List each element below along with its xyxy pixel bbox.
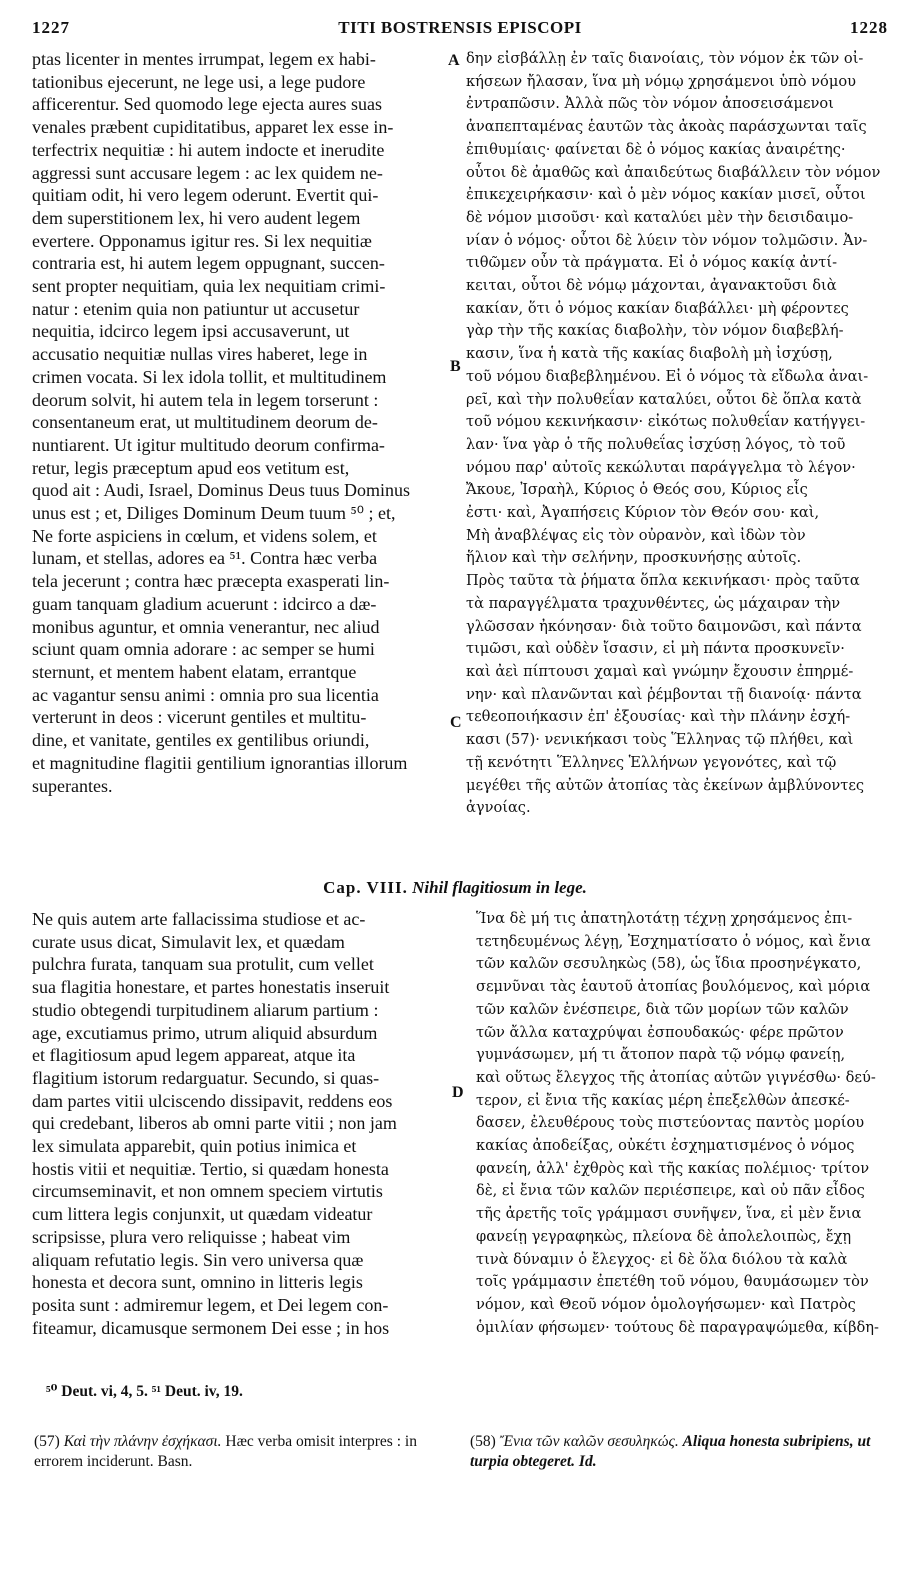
left-page-number: 1227 xyxy=(32,18,70,37)
greek-text-line: γυμνάσωμεν, μή τι ἄτοπον παρὰ τῷ νόμῳ φανείῃ, xyxy=(476,1046,846,1064)
latin-text-line: afficerentur. Sed quomodo lege ejecta aures suas xyxy=(32,94,383,115)
greek-text-line: νίαν ὁ νόμος· οὗτοι δὲ λύειν τὸν νόμον τολμῶσιν. Ἀν- xyxy=(466,231,868,249)
margin-letter-c: C xyxy=(450,714,462,731)
greek-text-line: Ἵνα δὲ μή τις ἀπατηλοτάτῃ τέχνῃ χρησάμενος ἐπι- xyxy=(476,910,853,927)
greek-text-line: κειται, οὗτοι δὲ νόμῳ μάχονται, ἀγανακτοῦσι διὰ xyxy=(466,277,837,295)
greek-text-line: μεγέθει τῆς αὐτῶν ἀτοπίας τὰς ἐκείνων ἀμβλύνοντες xyxy=(466,776,865,794)
footnote-57-label: (57) xyxy=(34,1433,60,1450)
latin-text-line: sua flagitia honestare, et partes honestatis inseruit xyxy=(32,977,390,998)
footnote-57-text: Hæc verba omisit interpres : in errorem inciderunt. Basn. xyxy=(34,1433,417,1470)
greek-text-line: νόμου παρ' αὐτοῖς κεκώλυται παράγγελμα τὸ λέγον· xyxy=(466,458,856,476)
greek-text-line: τὰ παραγγέλματα τραχυνθέντες, ὡς μάχαιραν τὴν xyxy=(466,594,841,612)
latin-text-line: dem superstitionem lex, hi vero audent legem xyxy=(32,207,361,228)
greek-text-line: τιθῶμεν οὖν τὰ πράγματα. Εἰ ὁ νόμος κακίᾳ ἀντί- xyxy=(466,254,838,272)
greek-text-line: κήσεων ἤλασαν, ἵνα μὴ νόμῳ χρησάμενοι ὑπὸ νόμου xyxy=(466,72,856,90)
greek-text-line: τινὰ δύναμιν ὁ ἔλεγχος· εἰ δὲ ὅλα διόλου τὰ καλὰ xyxy=(476,1250,848,1268)
latin-text-line: hostis vitii et nequitiæ. Tertio, si quædam honesta xyxy=(32,1158,389,1179)
greek-text-line: δὲ, εἰ ἔνια τῶν καλῶν περιέσπειρε, καὶ οὐ πᾶν εἶδος xyxy=(476,1182,865,1200)
greek-text-line: τιμῶσι, καὶ οὐδὲν ἴσασιν, εἰ μὴ πάντα προσκυνεῖν· xyxy=(466,640,845,658)
right-page-number: 1228 xyxy=(850,18,888,37)
latin-text-line: tationibus ejecerunt, ne lege usi, a lege pudore xyxy=(32,71,366,92)
greek-text-line: δασεν, ἐλευθέρους τοὺς πιστεύοντας παντὸς μορίου xyxy=(476,1114,865,1132)
latin-text-line: honesta et decora sunt, omnino in litteris legis xyxy=(32,1272,363,1293)
latin-text-line: contraria est, hi autem legem oppugnant, succen- xyxy=(32,253,385,274)
greek-text-line: τῶν ἄλλα καταχρύψαι ἐσπουδακώς· φέρε πρῶτον xyxy=(476,1023,844,1041)
chapter-number: Cap. VIII. xyxy=(323,878,408,897)
greek-text-line: λαν· ἵνα γὰρ ὁ τῆς πολυθεΐας ἰσχύσῃ λόγος, τὸ τοῦ xyxy=(466,435,846,453)
greek-text-line: ρεῖ, καὶ τὴν πολυθεΐαν καταλύει, οὗτοι δὲ ὅπλα κατὰ xyxy=(466,390,862,408)
greek-text-line: τῆς ἀρετῆς τοῖς γράμμασι συνῆψεν, ἵνα, εἰ μὲν ἔνια xyxy=(476,1205,862,1223)
footnote-58-label: (58) xyxy=(470,1433,496,1450)
chapter-heading xyxy=(0,878,910,898)
greek-text-line: Πρὸς ταῦτα τὰ ῥήματα ὅπλα κεκινήκασι· πρὸς ταῦτα xyxy=(466,572,860,590)
greek-text-line: τῶν καλῶν σεσυληκὼς (58), ὡς ἴδια προσηνέγκατο, xyxy=(476,955,862,973)
latin-text-line: evertere. Opponamus igitur res. Si lex nequitiæ xyxy=(32,230,372,251)
latin-text-line: ac vagantur sensu animi : omnia pro sua licentia xyxy=(32,684,379,705)
greek-text-line: ἐπιθυμίαις· φαίνεται δὲ ὁ νόμος κακίας ἀναιρέτης· xyxy=(466,140,846,158)
greek-text-line: ἥλιον καὶ τὴν σελήνην, προσκυνήσῃς αὐτοῖς. xyxy=(466,549,802,567)
greek-text-line: τεθεοποιήκασιν ἐπ' ἐξουσίας· καὶ τὴν πλάνην ἐσχή- xyxy=(466,708,851,726)
greek-text-line: τῶν καλῶν ἐνέσπειρε, διὰ τῶν μορίων τῶν καλῶν xyxy=(476,1000,849,1018)
latin-text-line: et flagitiosum apud legem appareat, atque ita xyxy=(32,1045,356,1066)
latin-text-line: terfectrix nequitiæ : hi autem indocte et inerudite xyxy=(32,139,385,160)
latin-text-line: retur, legis præceptum apud eos vetitum est, xyxy=(32,457,350,478)
latin-text-line: superantes. xyxy=(32,775,113,796)
greek-text-line: γὰρ τὴν τῆς κακίας διαβολὴν, τὸν νόμον διαβεβλή- xyxy=(466,322,844,340)
latin-column-top xyxy=(32,48,442,797)
greek-text-line: δὲ νόμον μισοῦσι· καὶ καταλύει μὲν τὴν δεισιδαιμο- xyxy=(466,208,854,226)
latin-text-line: nuntiarent. Ut igitur multitudo deorum confirma- xyxy=(32,434,385,455)
latin-text-line: lunam, et stellas, adores ea ⁵¹. Contra hæc verba xyxy=(32,548,378,569)
greek-column-top xyxy=(466,48,898,820)
latin-text-line: pulchra furata, tanquam sua protulit, cum vellet xyxy=(32,954,374,975)
margin-letter-b: B xyxy=(450,358,461,375)
greek-text-line: ἐπικεχειρήκασιν· καὶ ὁ μὲν νόμος κακίαν μισεῖ, οὗτοι xyxy=(466,186,866,204)
latin-text-line: et magnitudine flagitii gentilium ignorantias illorum xyxy=(32,752,408,773)
greek-text-line: σεμνῦναι τὰς ἑαυτοῦ ἀτοπίας βουλόμενος, καὶ μόρια xyxy=(476,978,871,996)
footnote-57 xyxy=(34,1432,444,1472)
latin-text-line: verterunt in deos : vicerunt gentiles et multitu- xyxy=(32,707,367,728)
latin-text-line: consentaneum erat, ut multitudinem deorum de- xyxy=(32,412,378,433)
greek-text-line: ἀγνοίας. xyxy=(466,799,531,817)
latin-text-line: sciunt quam omnia adorare : ac semper se humi xyxy=(32,639,375,660)
greek-column-bottom xyxy=(476,908,898,1339)
latin-text-line: dam partes vitii ulciscendo dissipavit, reddens eos xyxy=(32,1090,393,1111)
latin-text-line: posita sunt : admiremur legem, et Dei legem con- xyxy=(32,1294,389,1315)
greek-text-line: τερον, εἰ ἔνια τῆς κακίας μέρη ἐπεξελθὼν ἀπεσκέ- xyxy=(476,1091,850,1109)
latin-text-line: nequitia, idcirco legem ipsi accusaverunt, ut xyxy=(32,321,350,342)
greek-text-line: τοῖς γράμμασιν ἐπετέθη τοῦ νόμου, θαυμάσωμεν τὸν xyxy=(476,1273,869,1291)
latin-text-line: sent propter nequitiam, quia lex nequitiam crimi- xyxy=(32,276,386,297)
latin-text-line: aliquam refutatio legis. Sin vero universa quæ xyxy=(32,1249,364,1270)
latin-text-line: scripsisse, plura vero reliquisse ; habeat vim xyxy=(32,1226,351,1247)
greek-text-line: Μὴ ἀναβλέψας εἰς τὸν οὐρανὸν, καὶ ἰδὼν τὸν xyxy=(466,526,806,544)
margin-letter-d: D xyxy=(452,1084,464,1101)
greek-text-line: τοῦ νόμου κεκινήκασιν· εἰκότως πολυθεΐαν κατήγγει- xyxy=(466,413,866,431)
latin-text-line: guam tanquam gladium acuerunt : idcirco a dæ- xyxy=(32,593,377,614)
latin-text-line: age, excutiamus primo, utrum aliquid absurdum xyxy=(32,1022,378,1043)
latin-text-line: dine, et vanitate, gentiles ex gentilibus oriundi, xyxy=(32,730,370,751)
latin-text-line: crimen vocata. Si lex idola tollit, et multitudinem xyxy=(32,366,387,387)
latin-text-line: Ne quis autem arte fallacissima studiose et ac- xyxy=(32,909,366,929)
latin-text-line: aggressi sunt accusare legem : ac lex quidem ne- xyxy=(32,162,383,183)
footnote-58-greek: Ἔνια τῶν καλῶν σεσυληκώς. xyxy=(499,1433,679,1450)
latin-text-line: curate usus dicat, Simulavit lex, et quædam xyxy=(32,931,345,952)
latin-text-line: lex simulata apparebit, quin potius inimica et xyxy=(32,1136,357,1157)
latin-text-line: tela jecerunt ; contra hæc præcepta exasperati lin- xyxy=(32,571,390,592)
latin-text-line: cum littera legis conjunxit, ut quædam videatur xyxy=(32,1204,373,1225)
latin-text-line: deorum solvit, hi autem tela in legem torserunt : xyxy=(32,389,379,410)
latin-text-line: qui credebant, liberos ab omni parte vitii ; non jam xyxy=(32,1113,397,1134)
greek-text-line: νόμον, καὶ Θεοῦ νόμον ὁμολογήσωμεν· καὶ Πατρὸς xyxy=(476,1295,856,1313)
greek-text-line: τοῦ νόμου διαβεβλημένου. Εἰ ὁ νόμος τὰ εἴδωλα ἀναι- xyxy=(466,367,869,385)
footnote-58-text: Aliqua honesta subripiens, ut turpia obtegeret. Id. xyxy=(470,1433,871,1470)
latin-text-line: studio obtegendi turpitudinem aliarum partium : xyxy=(32,999,379,1020)
greek-text-line: φανείῃ γεγραφηκὼς, πλείονα δὲ ἀπολελοιπὼς, ἔχῃ xyxy=(476,1227,852,1245)
greek-text-line: τετηδευμένως λέγῃ, Ἐσχηματίσατο ὁ νόμος, καὶ ἔνια xyxy=(476,932,871,950)
latin-text-line: quod ait : Audi, Israel, Dominus Deus tuus Dominus xyxy=(32,480,410,501)
latin-text-line: fiteamur, dicamusque sermonem Dei esse ; in hos xyxy=(32,1317,390,1338)
greek-text-line: φανείη, ἀλλ' ἐχθρὸς καὶ τῆς κακίας πολέμιος· τρίτον xyxy=(476,1159,870,1177)
greek-text-line: τῇ κενότητι Ἕλληνες Ἑλλήνων γεγονότες, καὶ τῷ xyxy=(466,753,837,771)
greek-text-line: δην εἰσβάλλῃ ἐν ταῖς διανοίαις, τὸν νόμον ἐκ τῶν οἰ- xyxy=(466,50,864,67)
latin-text-line: monibus aguntur, et omnia venerantur, nec aliud xyxy=(32,616,380,637)
latin-column-bottom xyxy=(32,908,452,1339)
greek-text-line: κασιν, ἵνα ἡ κατὰ τῆς κακίας διαβολὴ μὴ ἰσχύσῃ, xyxy=(466,345,833,363)
latin-text-line: sternunt, et mentem habent elatam, errantque xyxy=(32,661,357,682)
latin-text-line: circumseminavit, et non omnem speciem virtutis xyxy=(32,1181,383,1202)
greek-text-line: οὗτοι δὲ ἀμαθῶς καὶ ἀπαιδεύτως διαβάλλειν τὸν νόμον xyxy=(466,163,881,181)
running-title: TITI BOSTRENSIS EPISCOPI xyxy=(338,18,582,37)
footnote-57-greek: Καὶ τὴν πλάνην ἐσχήκασι. xyxy=(63,1433,222,1450)
latin-text-line: quitiam odit, hi vero legem oderunt. Evertit qui- xyxy=(32,185,379,206)
latin-text-line: natur : etenim quia non patiuntur ut accusetur xyxy=(32,298,360,319)
latin-text-line: unus est ; et, Diliges Dominum Deum tuum ⁵⁰ ; et, xyxy=(32,503,396,524)
page-header xyxy=(32,18,888,40)
greek-text-line: ἀναπεπταμένας ἑαυτῶν τὰς ἀκοὰς παράσχωνται ταῖς xyxy=(466,118,867,136)
greek-text-line: ὁμιλίαν φήσωμεν· τούτους δὲ παραγραψώμεθα, κίβδη- xyxy=(476,1318,879,1336)
latin-text-line: Ne forte aspiciens in cœlum, et videns solem, et xyxy=(32,525,377,546)
greek-text-line: ἐντραπῶσιν. Ἀλλὰ πῶς τὸν νόμον ἀποσεισάμενοι xyxy=(466,95,834,113)
greek-text-line: κασι (57)· νενικήκασι τοὺς Ἕλληνας τῷ πλήθει, καὶ xyxy=(466,731,854,749)
footnote-58 xyxy=(470,1432,890,1472)
latin-text-line: ptas licenter in mentes irrumpat, legem ex habi- xyxy=(32,49,376,69)
greek-text-line: γλῶσσαν ἠκόνησαν· διὰ τοῦτο δαιμονῶσι, καὶ πάντα xyxy=(466,617,862,635)
greek-text-line: κακίας ἀποδείξας, οὐκέτι ἐσχηματισμένος ὁ νόμος xyxy=(476,1137,855,1155)
greek-text-line: ἐστι· καὶ, Ἀγαπήσεις Κύριον τὸν Θεόν σου· καὶ, xyxy=(466,504,820,522)
greek-text-line: κακίαν, ὅτι ὁ νόμος κακίαν διαβάλλει· μὴ φέροντες xyxy=(466,299,849,317)
latin-text-line: flagitium istorum redarguatur. Secundo, si quas- xyxy=(32,1067,380,1088)
chapter-title: Nihil flagitiosum in lege. xyxy=(412,878,587,897)
greek-text-line: νην· καὶ πλανῶνται καὶ ῥέμβονται τῇ διανοίᾳ· πάντα xyxy=(466,685,862,703)
greek-text-line: καὶ οὕτως ἔλεγχος τῆς ἀτοπίας αὐτῶν γιγνέσθω· δεύ- xyxy=(476,1068,876,1086)
latin-text-line: venales præbent cupiditatibus, apparet lex esse in- xyxy=(32,117,394,138)
scripture-references: ⁵⁰ Deut. vi, 4, 5. ⁵¹ Deut. iv, 19. xyxy=(46,1383,243,1400)
margin-letter-a: A xyxy=(448,52,460,69)
greek-text-line: Ἄκουε, Ἰσραὴλ, Κύριος ὁ Θεός σου, Κύριος εἷς xyxy=(466,481,808,499)
latin-text-line: accusatio nequitiæ nullas vires haberet, lege in xyxy=(32,344,368,365)
greek-text-line: καὶ ἀεὶ πίπτουσι χαμαὶ καὶ γνώμην ἔχουσιν ἐπηρμέ- xyxy=(466,662,854,680)
